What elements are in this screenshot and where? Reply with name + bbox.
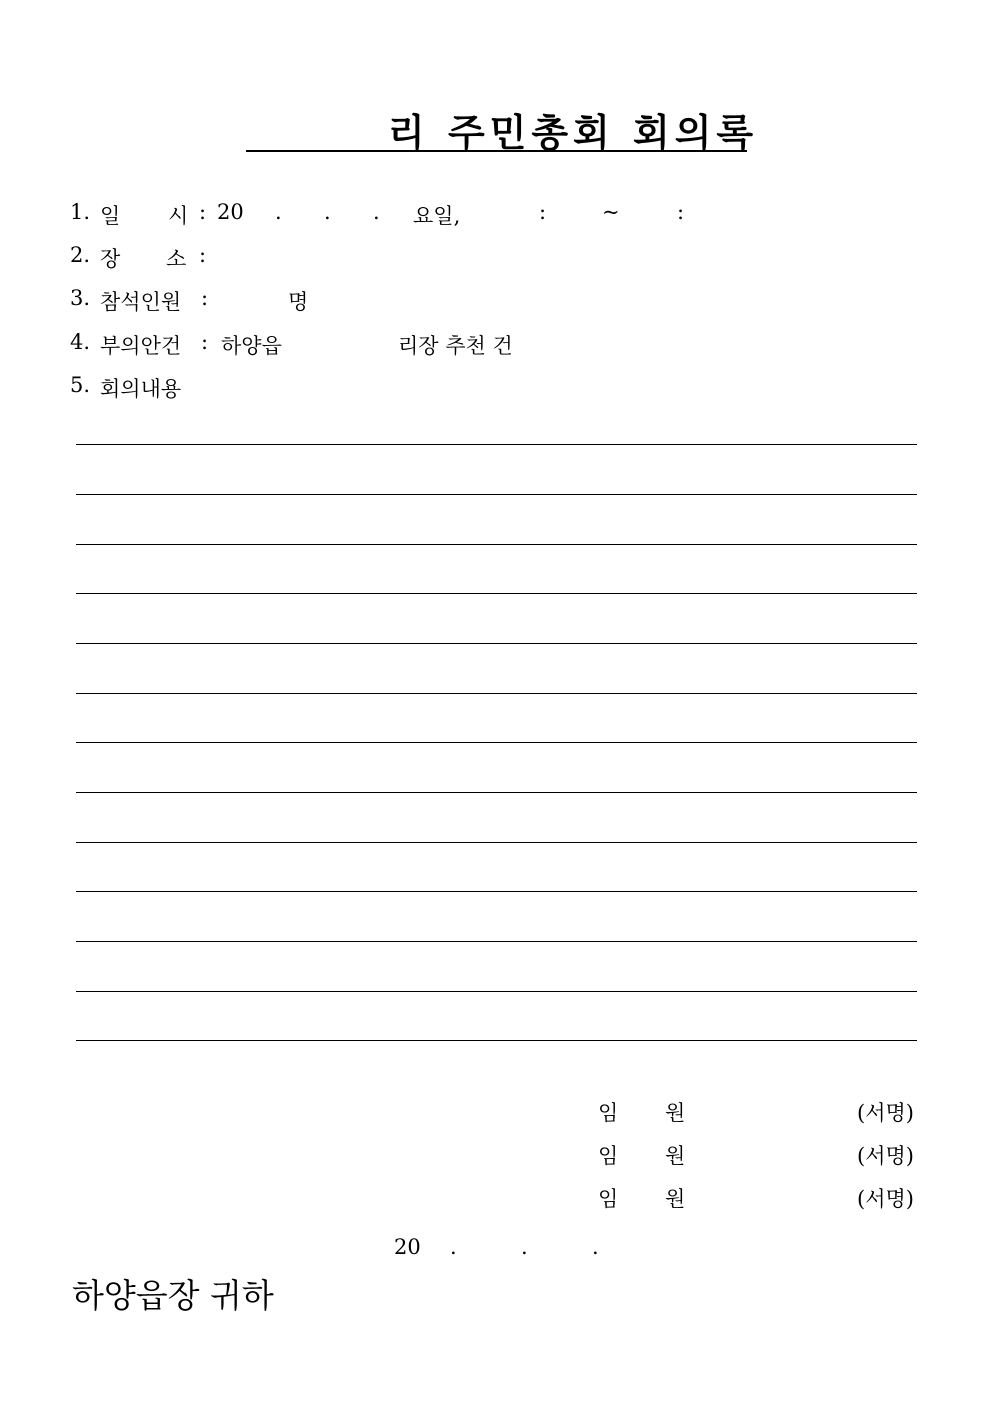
signature-role-part: 원 [665,1101,686,1125]
writing-line [76,494,917,495]
writing-line [76,444,917,445]
date-dot: . [592,1235,599,1259]
signature-mark: (서명) [857,1101,914,1125]
signature-mark: (서명) [857,1187,914,1211]
signature-role-part: 원 [665,1187,686,1211]
item-number: 1. [70,200,91,224]
writing-line [76,891,917,892]
item-number: 5. [70,373,91,397]
signature-mark: (서명) [857,1144,914,1168]
writing-line [76,643,917,644]
writing-line [76,991,917,992]
agenda-text: 리장 추천 건 [398,334,513,358]
page-title: 리 주민총회 회의록 [388,110,759,155]
date-dot: . [521,1235,528,1259]
year-prefix: 20 [394,1235,421,1259]
field-label-part: 소 [166,247,187,271]
writing-line [76,1040,917,1041]
item-number: 3. [70,286,91,310]
writing-line [76,842,917,843]
year-prefix: 20 [217,200,244,224]
date-dot: . [450,1235,457,1259]
time-colon: : [677,200,685,224]
time-range-tilde: ~ [602,200,620,224]
field-colon: : [201,330,209,354]
field-label-part: 시 [168,204,189,228]
date-dot: . [373,200,380,224]
field-label: 참석인원 [100,290,182,314]
writing-line [76,941,917,942]
item-number: 2. [70,243,91,267]
signature-role-part: 원 [665,1144,686,1168]
field-colon: : [199,243,207,267]
field-label: 부의안건 [100,334,182,358]
writing-line [76,593,917,594]
title-underline [246,150,747,152]
field-colon: : [199,200,207,224]
writing-line [76,742,917,743]
writing-line [76,792,917,793]
addressee: 하양읍장 귀하 [72,1276,274,1315]
item-number: 4. [70,330,91,354]
signature-role-part: 임 [598,1144,619,1168]
writing-line [76,544,917,545]
signature-role-part: 임 [598,1187,619,1211]
date-dot: . [275,200,282,224]
unit-label: 명 [288,290,309,314]
weekday-label: 요일, [413,204,461,228]
town-name: 하양읍 [221,334,282,358]
field-colon: : [201,286,209,310]
writing-line [76,693,917,694]
field-label-part: 장 [100,247,121,271]
time-colon: : [539,200,547,224]
signature-role-part: 임 [598,1101,619,1125]
field-label: 회의내용 [100,377,182,401]
date-dot: . [324,200,331,224]
field-label-part: 일 [100,204,121,228]
